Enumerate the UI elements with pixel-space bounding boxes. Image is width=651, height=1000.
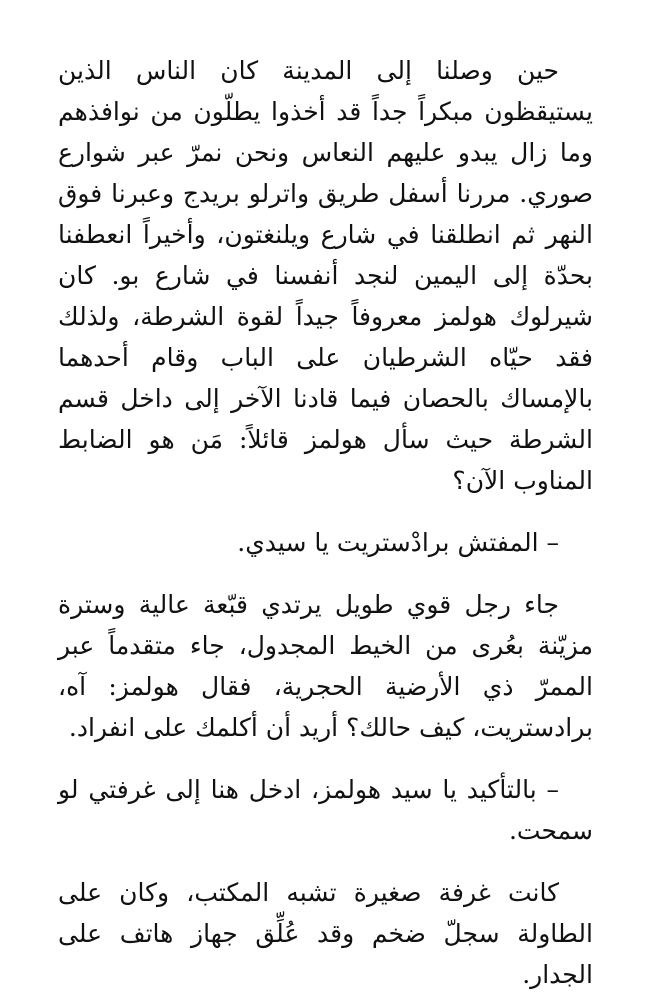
paragraph-office-room: كانت غرفة صغيرة تشبه المكتب، وكان على الطاولة سجلّ ضخم وقد عُلِّق جهاز هاتف على الجدار. (58, 878, 593, 989)
paragraph-spacer (58, 501, 593, 522)
paragraph-inspector-reply: – المفتش برادْستريت يا سيدي. (237, 528, 559, 557)
paragraph-spacer (58, 563, 593, 584)
paragraph-spacer (58, 851, 593, 872)
paragraph-arrival: حين وصلنا إلى المدينة كان الناس الذين يستيقظون مبكراً جداً قد أخذوا يطلّون من نوافذهم وما زال يبدو عليهم النعاس ونحن نمرّ عبر شوارع صوري. مررنا أسفل طريق واترلو بريدج وعبرنا فوق النهر ثم انطلقنا في شارع ويلنغتون، وأخيراً انعطفنا بحدّة إلى اليمين لنجد أنفسنا في شارع بو. كان شيرلوك هولمز معروفاً جيداً لقوة الشرطة، ولذلك فقد حيّاه الشرطيان على الباب وقام أحدهما بالإمساك بالحصان فيما قادنا الآخر إلى داخل قسم الشرطة حيث سأل هولمز قائلاً: مَن هو الضابط المناوب الآن؟ (58, 56, 593, 495)
paragraph-bradstreet-arrives: جاء رجل قوي طويل يرتدي قبّعة عالية وسترة مزيّنة بعُرى من الخيط المجدول، جاء متقدماً عبر الممرّ ذي الأرضية الحجرية، فقال هولمز: آه، برادستريت، كيف حالك؟ أريد أن أكلمك على انفراد. (58, 590, 593, 742)
paragraph-spacer (58, 748, 593, 769)
paragraph-bradstreet-reply: – بالتأكيد يا سيد هولمز، ادخل هنا إلى غرفتي لو سمحت. (58, 775, 593, 845)
